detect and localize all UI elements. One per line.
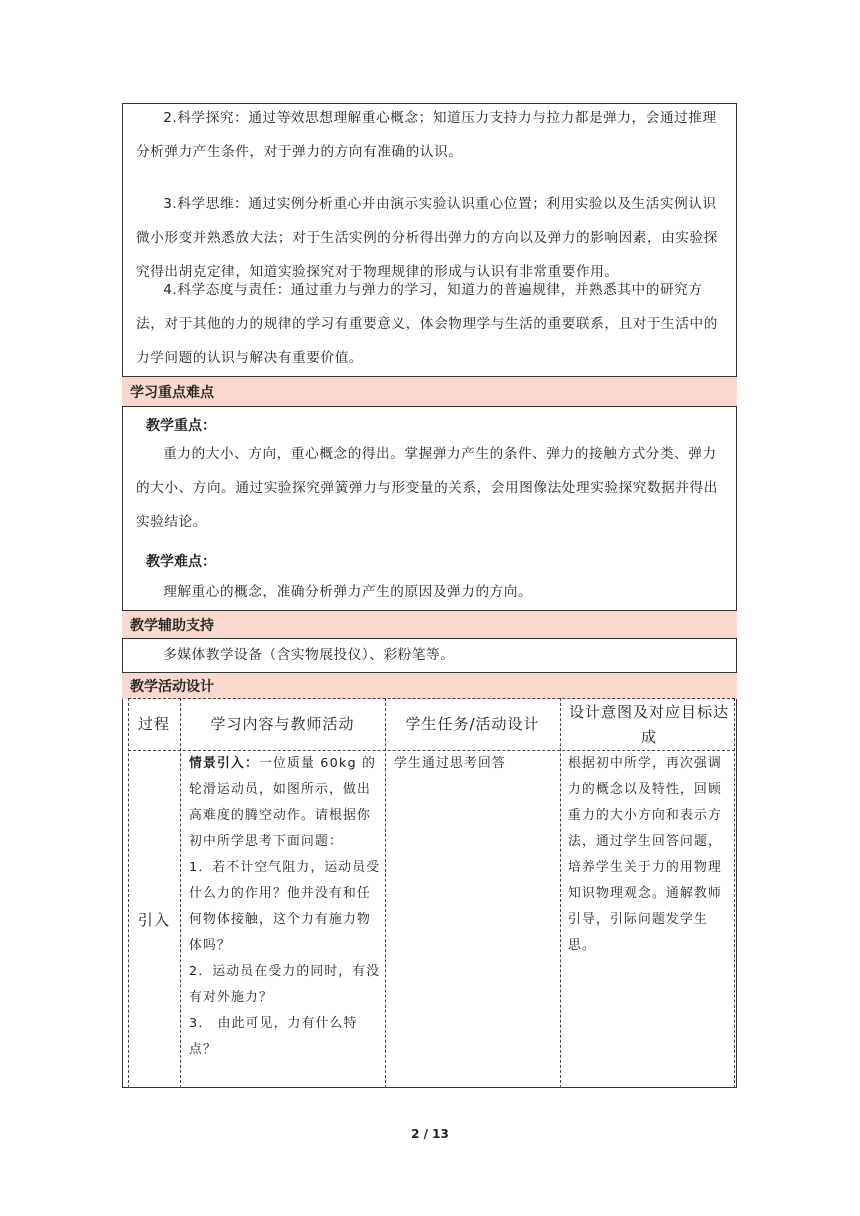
support-text: 多媒体教学设备（含实物展投仪）、彩粉笔等。 [163,647,455,663]
page-number: 2 / 13 [411,1127,449,1141]
teacher-question-2: 2．运动员在受力的同时，有没有对外施力？ [189,964,381,1005]
focus-label: 教学重点： [146,418,216,434]
difficulty-text: 理解重心的概念，准确分析弹力产生的原因及弹力的方向。 [163,584,533,600]
teacher-question-1: 1．若不计空气阻力，运动员受什么力的作用？他并没有和任何物体接触，这个力有施力物体吗？ [189,860,381,953]
section-header-key-points: 学习重点难点 [122,376,737,407]
activity-table [128,698,735,1088]
teacher-cell [189,751,381,1063]
section-header-activity: 教学活动设计 [122,672,737,699]
difficulty-label: 教学难点： [146,554,216,570]
column-header-stage: 过程 [137,715,170,733]
table-rule [385,698,386,1088]
objective-4: 4.科学态度与责任：通过重力与弹力的学习，知道力的普遍规律，并熟悉其中的研究方法，对于其他的力的规律的学习有重要意义，体会物理学与生活的重要联系，且对于生活中的力学问题的认识与解决有重要价值。 [136,282,718,366]
section-header-support: 教学辅助支持 [122,610,737,639]
column-header-intent: 设计意图及对应目标达成 [568,702,729,746]
table-rule [734,698,735,1088]
objective-3: 3.科学思维：通过实例分析重心并由演示实验认识重心位置；利用实验以及生活实例认识微小形变并熟悉放大法；对于生活实例的分析得出弹力的方向以及弹力的影响因素，由实验探究得出胡克定律，知道实验探究对于物理规律的形成与认识有非常重要作用。 [136,196,718,280]
focus-text: 重力的大小、方向，重心概念的得出。掌握弹力产生的条件、弹力的接触方式分类、弹力的大小、方向。通过实验探究弹簧弹力与形变量的关系，会用图像法处理实验探究数据并得出实验结论。 [136,446,718,530]
teacher-text-0: 一位质量 60kg 的轮滑运动员，如图所示，做出高难度的腾空动作。请根据你初中所学思考下面问题： [189,756,377,849]
table-rule [560,698,561,1088]
scene-intro-label: 情景引入： [189,756,259,771]
column-header-student: 学生任务/活动设计 [405,715,540,733]
stage-cell: 引入 [137,910,171,929]
student-cell: 学生通过思考回答 [394,756,506,771]
intent-cell: 根据初中所学，再次强调力的概念以及特性，回顾重力的大小方向和表示方法，通过学生回答问题，培养学生关于力的用物理知识物理观念。通解教师引导，引际问题发学生思。 [568,756,722,953]
column-header-teacher: 学习内容与教师活动 [210,715,355,733]
objective-2: 2.科学探究：通过等效思想理解重心概念；知道压力支持力与拉力都是弹力，会通过推理分析弹力产生条件，对于弹力的方向有准确的认识。 [136,110,717,160]
table-rule [180,698,181,1088]
teacher-question-3: 3． 由此可见，力有什么特点？ [189,1016,358,1057]
